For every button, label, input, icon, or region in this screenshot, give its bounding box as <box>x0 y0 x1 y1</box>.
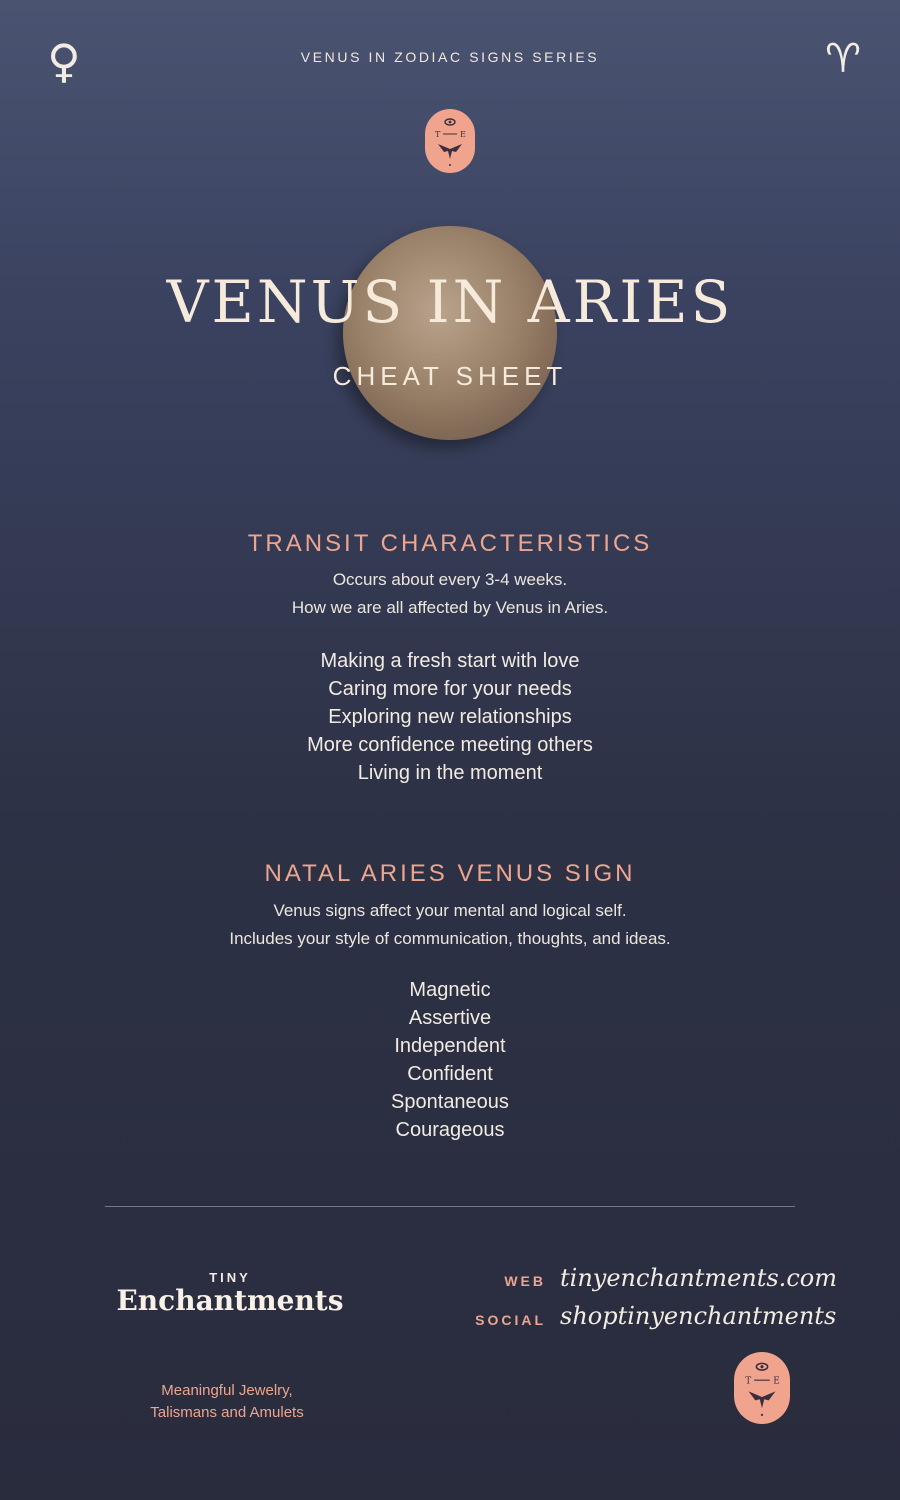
badge-letter-t: T <box>745 1376 752 1387</box>
list-item: Making a fresh start with love <box>320 650 580 672</box>
brand-name-small: TINY <box>209 1270 251 1285</box>
list-item: Courageous <box>395 1119 505 1141</box>
list-item: Spontaneous <box>391 1091 509 1113</box>
natal-description-line: Venus signs affect your mental and logical self. <box>273 901 627 920</box>
list-item: Living in the moment <box>357 762 543 784</box>
brand-tagline <box>120 1380 334 1424</box>
footer-divider <box>105 1206 795 1207</box>
natal-description <box>0 897 900 953</box>
list-item: Exploring new relationships <box>328 706 572 728</box>
tagline-line: Talismans and Amulets <box>150 1404 304 1421</box>
series-label: VENUS IN ZODIAC SIGNS SERIES <box>300 49 600 65</box>
transit-heading: TRANSIT CHARACTERISTICS <box>247 530 653 557</box>
aries-symbol-icon: ♈ <box>825 36 861 82</box>
page-subtitle: CHEAT SHEET <box>332 361 568 391</box>
eye-bird-emblem-icon <box>734 1352 790 1424</box>
list-item: Assertive <box>408 1007 492 1029</box>
brand-name-logo: Enchantments <box>116 1284 344 1317</box>
brand-badge-logo <box>425 109 475 173</box>
list-item: Confident <box>407 1063 493 1085</box>
venus-symbol-icon: ♀ <box>47 34 81 88</box>
transit-description <box>0 566 900 622</box>
transit-list <box>0 647 900 787</box>
badge-letter-e: E <box>460 130 466 139</box>
page-title: VENUS IN ARIES <box>166 268 734 336</box>
tagline-line: Meaningful Jewelry, <box>161 1382 293 1399</box>
social-label: SOCIAL <box>475 1312 546 1328</box>
web-link[interactable]: tinyenchantments.com <box>560 1264 837 1292</box>
natal-description-line: Includes your style of communication, thoughts, and ideas. <box>229 929 671 948</box>
list-item: Magnetic <box>409 979 491 1001</box>
social-link[interactable]: shoptinyenchantments <box>560 1302 837 1330</box>
transit-description-line: How we are all affected by Venus in Aries. <box>291 598 609 617</box>
brand-badge-logo-footer <box>734 1352 790 1424</box>
badge-letter-t: T <box>435 130 441 139</box>
list-item: Independent <box>394 1035 506 1057</box>
list-item: Caring more for your needs <box>328 678 572 700</box>
badge-letter-e: E <box>773 1376 780 1387</box>
web-label: WEB <box>504 1273 546 1289</box>
transit-description-line: Occurs about every 3-4 weeks. <box>332 570 568 589</box>
natal-heading: NATAL ARIES VENUS SIGN <box>264 860 636 887</box>
natal-list <box>0 976 900 1144</box>
list-item: More confidence meeting others <box>307 734 593 756</box>
eye-bird-emblem-icon <box>425 109 475 173</box>
